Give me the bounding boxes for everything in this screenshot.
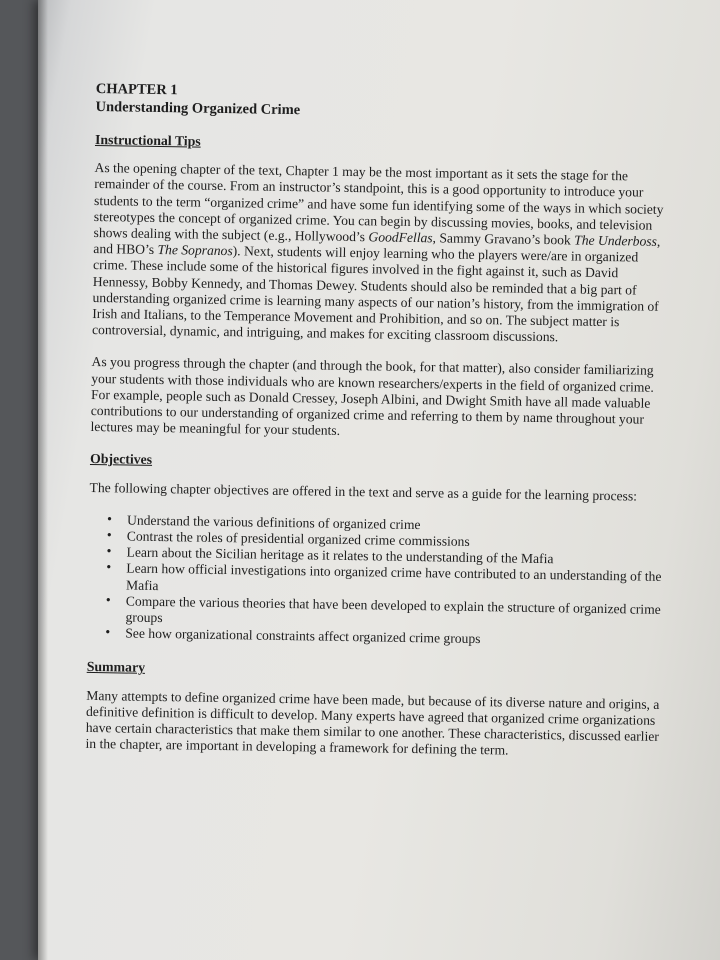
tips-text-a: As the opening chapter of the text, Chapter 1 may be the most important as it sets the stage for the remainder of the course. From an instructor’s standpoint, this is a good opportunity to introduce your students to the term “organized crime” and have some fun identifying some of the ways in which society stereotypes the concept of organized crime. You can begin by discussing movies, books, and television shows dealing with the subject (e.g., Hollywood’s <box>93 160 664 245</box>
bullet-icon: • <box>106 528 112 544</box>
sopranos-title: The Sopranos <box>157 242 233 259</box>
summary-paragraph: Many attempts to define organized crime have been made, but because of its diverse nature and origins, a definitive definition is difficult to develop. Many experts have agreed that organized crime organizations have certain characteristics that make them similar to one another. These characteristics, discussed earlier in the chapter, are important in developing a framework for defining the term. <box>85 687 660 758</box>
instructional-tips-heading: Instructional Tips <box>94 131 201 149</box>
objective-text: Compare the various theories that have been developed to explain the structure of organized crime groups <box>125 593 661 626</box>
tips-text-b: Sammy Gravano’s book <box>435 230 575 248</box>
chapter-number: CHAPTER 1 <box>95 80 178 99</box>
tips-text-d: ). Next, students will enjoy learning who the players were/are in organized crime. These include some of the historical figures involved in the fight against it, such as David Hennessy, Bobby Kennedy, and Thomas Dewey. Students should also be reminded that a big part of understanding organized crime is learning many aspects of our nation’s history, from the immigration of Irish and Italians, to the Temperance Movement and Prohibition, and so on. The subject matter is controversial, dynamic, and intriguing, and makes for exciting classroom discussions. <box>91 243 659 345</box>
instructional-tips-paragraph-1 <box>92 160 677 347</box>
objective-text: Learn about the Sicilian heritage as it relates to the understanding of the Mafia <box>126 544 554 567</box>
tips-text-c: , and HBO’s <box>93 233 661 258</box>
goodfellas-title: GoodFellas, <box>368 229 437 246</box>
instructional-tips-paragraph-2: As you progress through the chapter (and through the book, for that matter), also consider familiarizing your students with those individuals who are known researchers/experts in the field of organized crime. For example, people such as Donald Cressey, Joseph Albini, and Dwight Smith have all made valuable contributions to our understanding of organized crime and referring to them by name throughout your lectures may be meaningful for your students. <box>90 354 654 439</box>
bullet-icon: • <box>106 544 112 560</box>
objectives-intro: The following chapter objectives are offered in the text and serve as a guide for the learning process: <box>89 479 638 504</box>
objectives-heading: Objectives <box>89 451 153 468</box>
summary-heading: Summary <box>86 659 146 676</box>
chapter-title: Understanding Organized Crime <box>95 98 301 119</box>
underboss-title: The Underboss <box>574 232 658 249</box>
bullet-icon: • <box>105 593 111 609</box>
bullet-icon: • <box>106 512 113 528</box>
objectives-list <box>87 512 671 651</box>
book-page <box>38 0 720 960</box>
objective-text: Understand the various definitions of organized crime <box>126 512 421 533</box>
bullet-icon: • <box>105 625 111 641</box>
page-content <box>85 80 678 778</box>
bullet-icon: • <box>106 560 112 576</box>
objective-text: Contrast the roles of presidential organized crime commissions <box>126 528 470 549</box>
objective-text: See how organizational constraints affect organized crime groups <box>125 625 481 647</box>
objective-text: Learn how official investigations into organized crime have contributed to an understanding of the Mafia <box>125 561 662 593</box>
